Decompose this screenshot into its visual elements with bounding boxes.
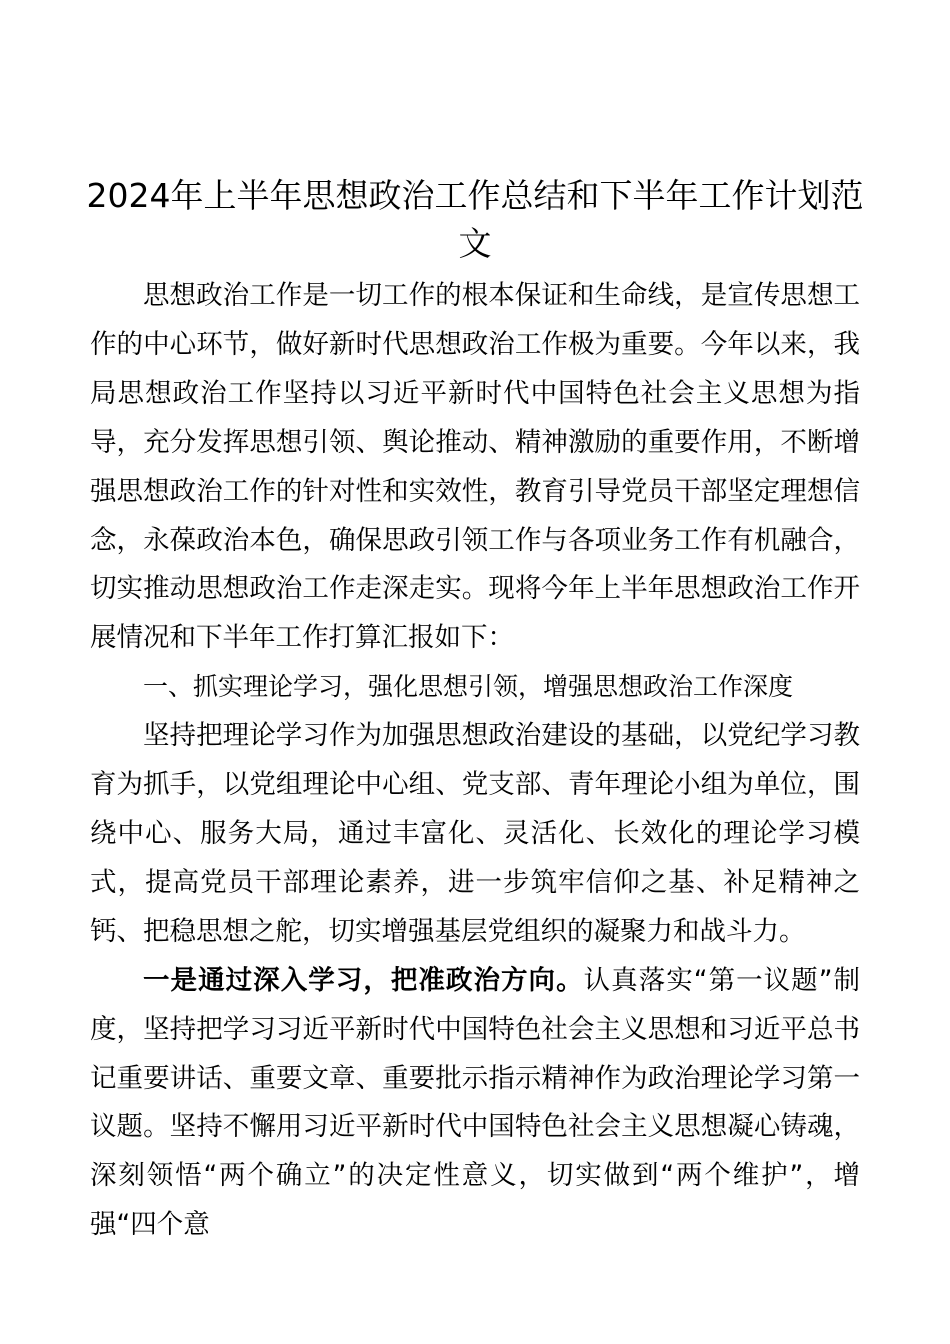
section-heading-1: 一、抓实理论学习，强化思想引领，增强思想政治工作深度 <box>143 672 794 702</box>
point-1-lead: 一是通过深入学习，把准政治方向。 <box>143 964 584 996</box>
point-1-body: 认真落实“第一议题”制度，坚持把学习习近平新时代中国特色社会主义思想和习近平总书记重要讲话、重要文章、重要批示指示精神作为政治理论学习第一议题。坚持不懈用习近平新时代中国特色社会主义思想凝心铸魂，深刻领悟“两个确立”的决定性意义，切实做到“两个维护”，增强“四个意 <box>90 964 860 1241</box>
section-1-paragraph: 坚持把理论学习作为加强思想政治建设的基础，以党纪学习教育为抓手，以党组理论中心组、党支部、青年理论小组为单位，围绕中心、服务大局，通过丰富化、灵活化、长效化的理论学习模式，提高党员干部理论素养，进一步筑牢信仰之基、补足精神之钙、把稳思想之舵，切实增强基层党组织的凝聚力和战斗力。 <box>90 720 860 947</box>
document-title: 2024年上半年思想政治工作总结和下半年工作计划范文 <box>86 176 864 263</box>
intro-paragraph: 思想政治工作是一切工作的根本保证和生命线，是宣传思想工作的中心环节，做好新时代思想政治工作极为重要。今年以来，我局思想政治工作坚持以习近平新时代中国特色社会主义思想为指导，充分发挥思想引领、舆论推动、精神激励的重要作用，不断增强思想政治工作的针对性和实效性，教育引导党员干部坚定理想信念，永葆政治本色，确保思政引领工作与各项业务工作有机融合，切实推动思想政治工作走深走实。现将今年上半年思想政治工作开展情况和下半年工作打算汇报如下： <box>90 280 860 654</box>
document-body <box>90 272 860 1250</box>
point-1-paragraph <box>90 957 860 1250</box>
